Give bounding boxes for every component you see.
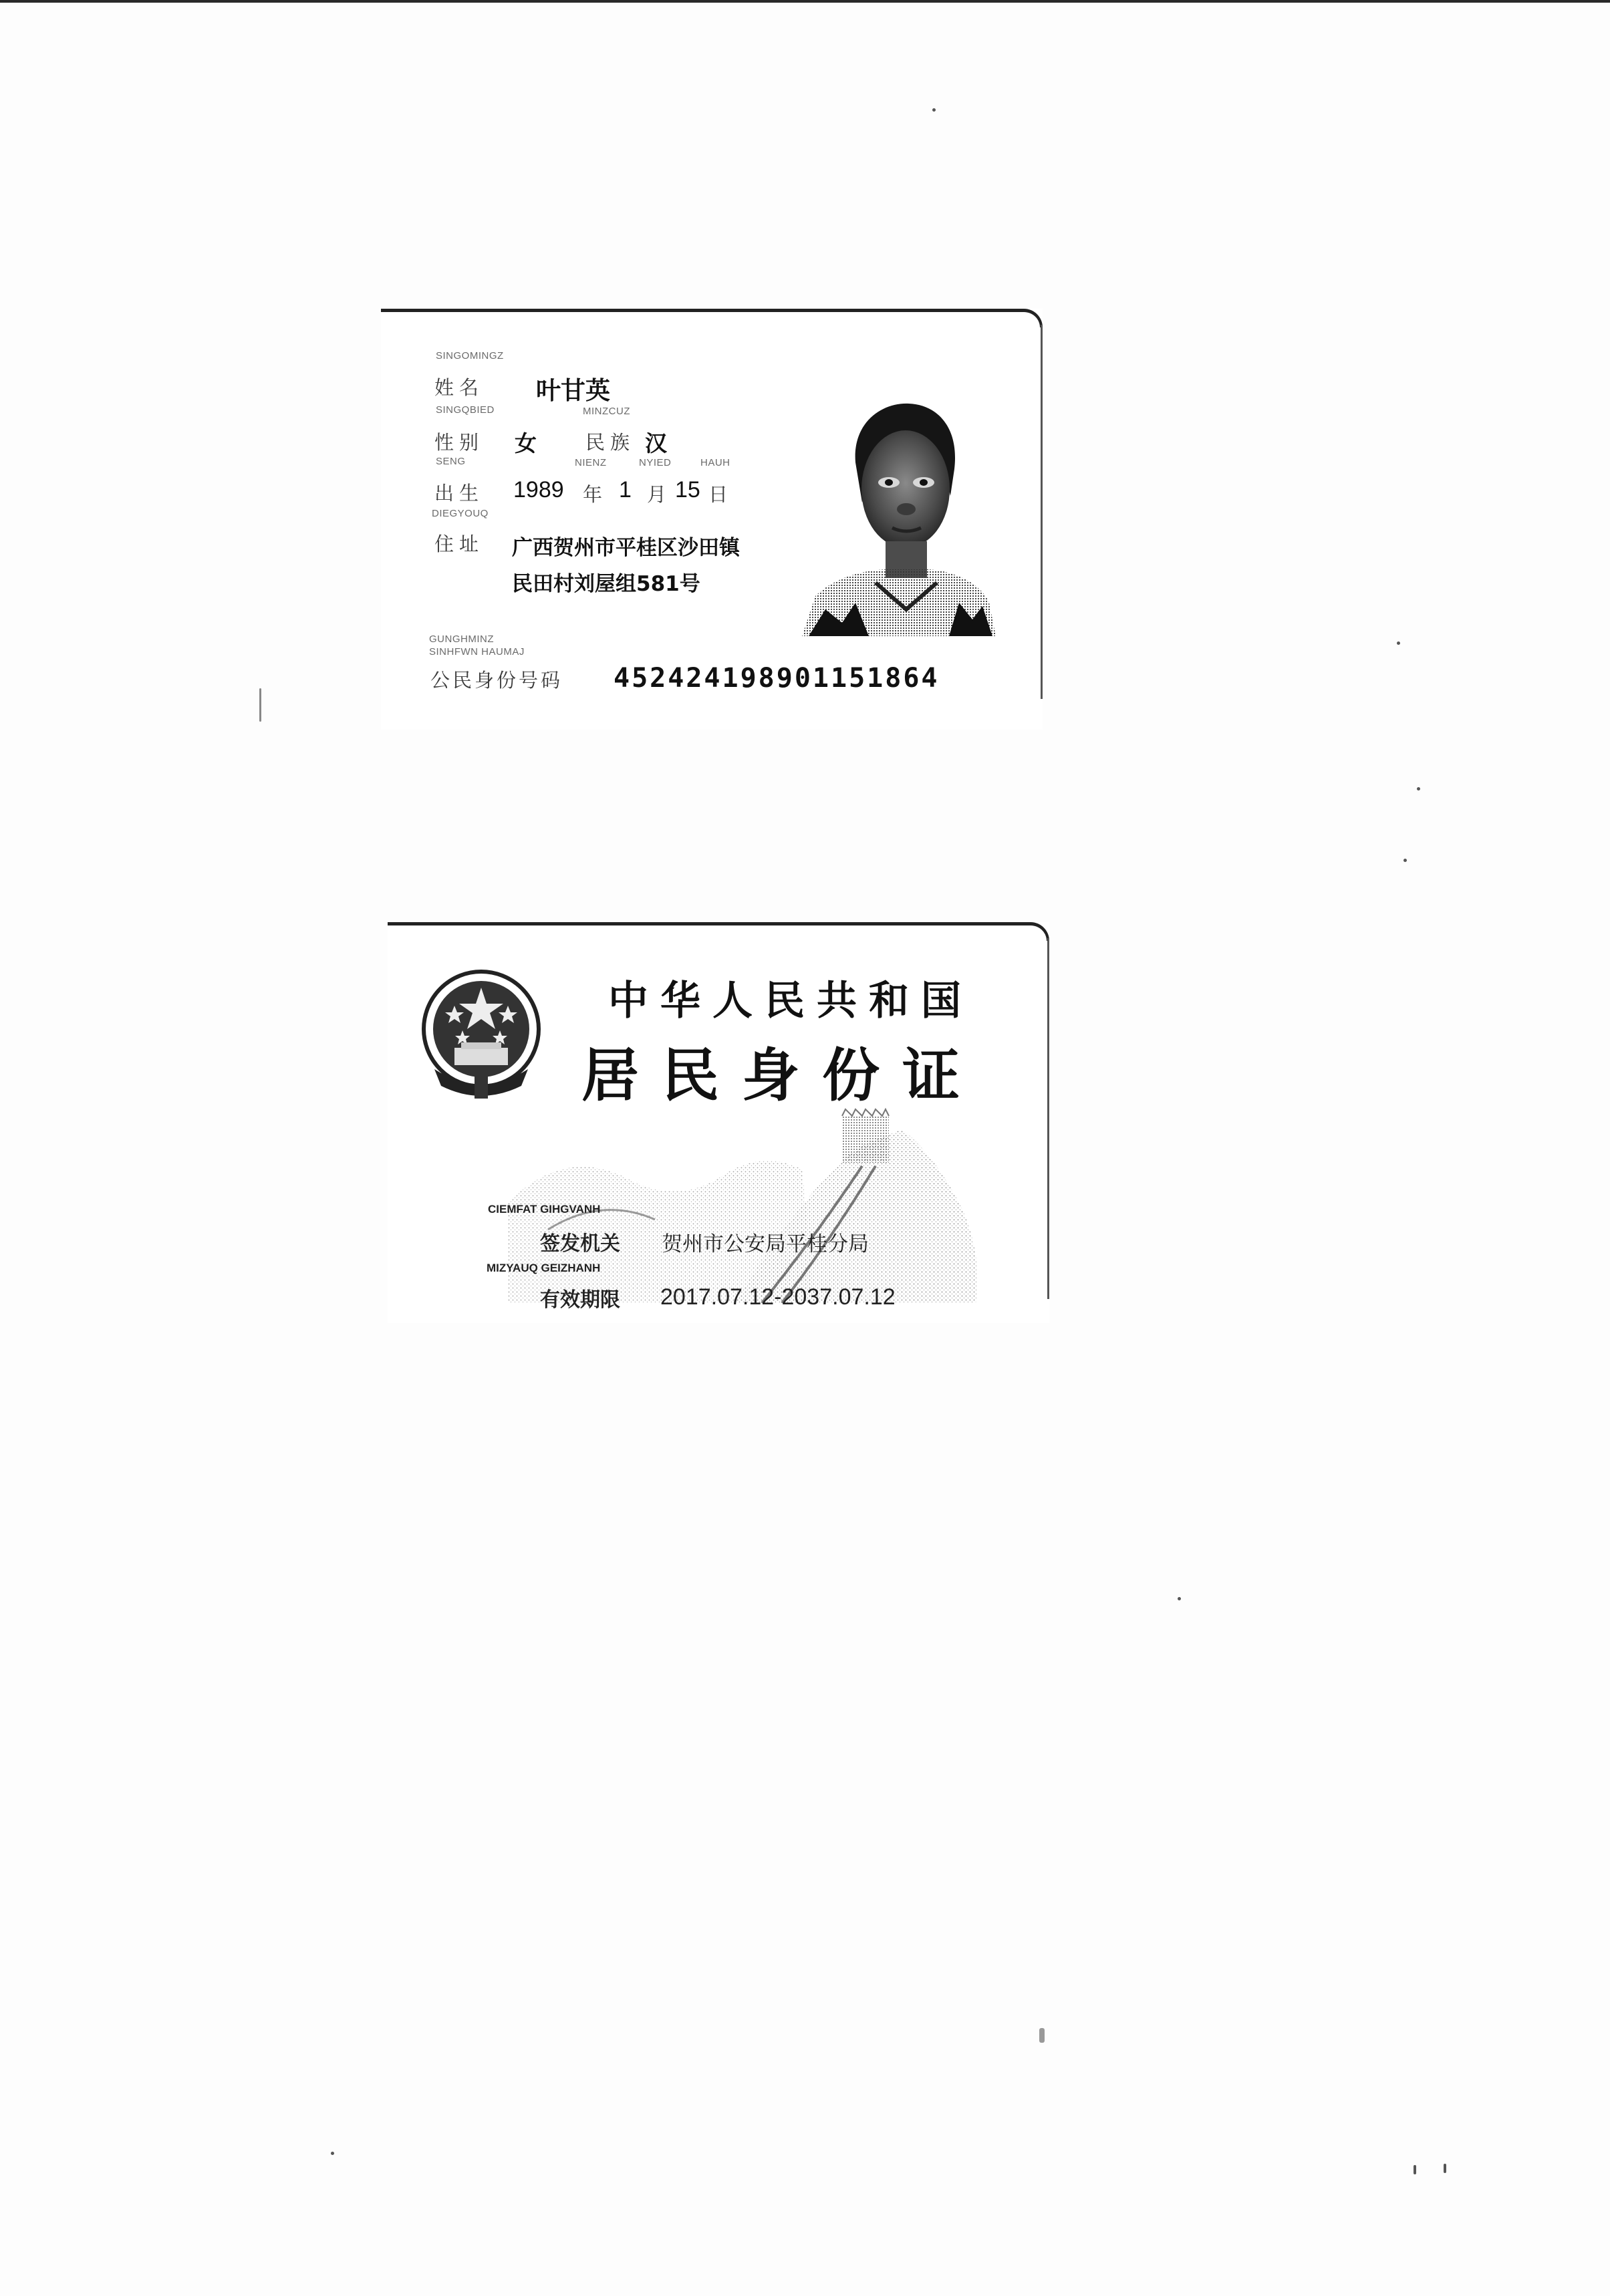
scan-top-edge <box>0 0 1610 7</box>
day-pinyin: HAUH <box>700 457 730 468</box>
birth-label: 出生 <box>434 482 485 505</box>
ethnic-pinyin: MINZCUZ <box>583 406 630 417</box>
sex-value: 女 <box>515 430 537 456</box>
country-name: 中华人民共和国 <box>608 978 973 1024</box>
address-line-1: 广西贺州市平桂区沙田镇 <box>512 536 740 560</box>
scan-speck <box>331 2152 334 2155</box>
address-label: 住址 <box>434 533 485 555</box>
card-edge <box>1047 938 1049 1299</box>
idno-label: 公民身份号码 <box>430 669 563 692</box>
document-title: 居民身份证 <box>581 1042 982 1109</box>
sex-label: 性别 <box>434 431 485 454</box>
validity-label: 有效期限 <box>540 1288 620 1312</box>
portrait-photo <box>795 389 996 636</box>
month-pinyin: NYIED <box>639 457 672 468</box>
id-number: 452424198901151864 <box>614 663 940 694</box>
national-emblem-icon <box>421 969 541 1103</box>
year-unit: 年 <box>583 483 603 506</box>
name-label: 姓名 <box>434 376 485 399</box>
scan-speck <box>932 108 936 112</box>
ethnic-value: 汉 <box>645 430 667 456</box>
authority-value: 贺州市公安局平桂分局 <box>662 1232 869 1256</box>
id-card-front <box>381 309 1043 730</box>
authority-pinyin: CIEMFAT GIHGVANH <box>488 1203 601 1215</box>
birth-pinyin: SENG <box>436 456 466 467</box>
idno-pinyin: GUNGHMINZ <box>429 633 494 645</box>
birth-day: 15 <box>675 477 700 503</box>
scan-speck <box>259 688 261 722</box>
card-edge <box>388 922 1049 941</box>
name-value: 叶甘英 <box>536 376 610 405</box>
year-pinyin: NIENZ <box>575 457 607 468</box>
name-pinyin: SINGOMINGZ <box>436 350 504 362</box>
validity-pinyin: MIZYAUQ GEIZHANH <box>487 1262 601 1274</box>
birth-month: 1 <box>619 477 632 503</box>
sex-pinyin: SINGQBIED <box>436 404 495 416</box>
address-line-2: 民田村刘屋组581号 <box>512 572 700 596</box>
month-unit: 月 <box>647 483 667 506</box>
scan-speck <box>1397 641 1400 645</box>
day-unit: 日 <box>708 483 728 506</box>
birth-year: 1989 <box>513 477 564 503</box>
card-edge <box>1041 325 1043 699</box>
scan-speck <box>1417 787 1420 791</box>
card-edge <box>381 309 1043 327</box>
authority-label: 签发机关 <box>540 1232 620 1256</box>
scan-speck <box>1178 1597 1181 1600</box>
id-card-back <box>388 922 1049 1323</box>
idno-pinyin: SINHFWN HAUMAJ <box>429 646 525 658</box>
address-pinyin: DIEGYOUQ <box>432 508 489 519</box>
scan-speck <box>1444 2164 1446 2173</box>
ethnic-label: 民族 <box>585 431 636 454</box>
scan-speck <box>1039 2028 1045 2043</box>
validity-value: 2017.07.12-2037.07.12 <box>660 1284 896 1310</box>
scan-speck <box>1403 859 1407 862</box>
scan-speck <box>1414 2165 1416 2174</box>
